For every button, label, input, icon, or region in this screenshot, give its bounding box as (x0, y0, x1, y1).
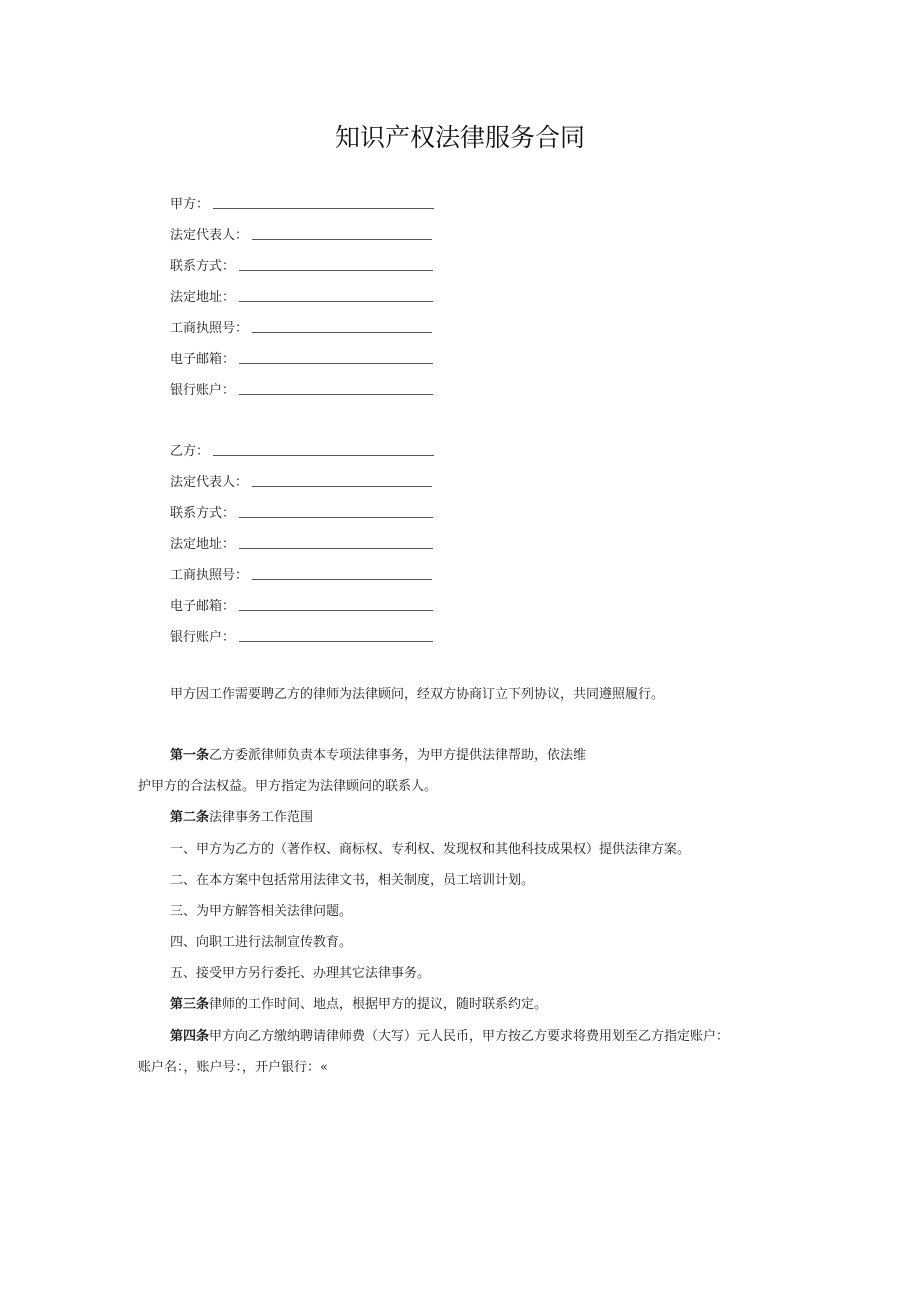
article-2-heading: 第二条 (170, 810, 210, 825)
article-1-line-2: 护甲方的合法权益。甲方指定为法律顾问的联系人。 (138, 779, 438, 794)
article-2-text: 法律事务工作范围 (209, 810, 314, 825)
field-label: 甲方： (170, 197, 210, 212)
party-b-address-row (170, 530, 433, 552)
blank-line (213, 455, 434, 456)
blank-line (213, 208, 434, 209)
article-3-text: 律师的工作时间、地点，根据甲方的提议，随时联系约定。 (209, 997, 548, 1012)
article-4-heading: 第四条 (170, 1029, 210, 1044)
party-b-bank-row (170, 623, 433, 645)
article-1-text: 乙方委派律师负责本专项法律事务，为甲方提供法律帮助，依法维 (209, 748, 587, 763)
party-b-legal-rep-row (170, 468, 432, 490)
field-label: 乙方： (170, 444, 210, 459)
party-a-contact-row (170, 252, 433, 274)
party-a-bank-row (170, 376, 433, 398)
article-2-item-1: 一、甲方为乙方的（著作权、商标权、专利权、发现权和其他科技成果权）提供法律方案。 (170, 842, 691, 857)
article-1-line-1 (170, 747, 586, 765)
article-4-line-2: 账户名：，账户号：，开户银行：« (138, 1060, 328, 1075)
article-2-item-4: 四、向职工进行法制宣传教育。 (170, 935, 353, 950)
field-label: 银行账户： (170, 630, 236, 645)
article-2-item-3: 三、为甲方解答相关法律问题。 (170, 904, 353, 919)
article-2-line (170, 809, 313, 827)
field-label: 法定代表人： (170, 475, 249, 490)
field-label: 法定地址： (170, 537, 236, 552)
field-label: 电子邮箱： (170, 599, 236, 614)
article-1-heading: 第一条 (170, 748, 210, 763)
party-b-contact-row (170, 499, 433, 521)
field-label: 工商执照号： (170, 321, 249, 336)
party-b-email-row (170, 592, 433, 614)
party-a-address-row (170, 283, 433, 305)
party-a-name-row (170, 190, 434, 212)
field-label: 法定代表人： (170, 228, 249, 243)
intro-paragraph: 甲方因工作需要聘乙方的律师为法律顾问，经双方协商订立下列协议，共同遵照履行。 (170, 687, 665, 702)
blank-line (252, 579, 432, 580)
field-label: 联系方式： (170, 259, 236, 274)
blank-line (252, 486, 432, 487)
field-label: 联系方式： (170, 506, 236, 521)
blank-line (239, 548, 433, 549)
article-3-heading: 第三条 (170, 997, 210, 1012)
field-label: 电子邮箱： (170, 352, 236, 367)
blank-line (239, 301, 433, 302)
blank-line (252, 239, 432, 240)
blank-line (239, 394, 433, 395)
article-2-item-5: 五、接受甲方另行委托、办理其它法律事务。 (170, 966, 431, 981)
document-title: 知识产权法律服务合同 (334, 123, 585, 152)
party-a-license-row (170, 314, 432, 336)
article-4-text: 甲方向乙方缴纳聘请律师费（大写）元人民币，甲方按乙方要求将费用划至乙方指定账户： (209, 1029, 730, 1044)
blank-line (239, 610, 433, 611)
blank-line (239, 641, 433, 642)
article-3-line (170, 996, 547, 1014)
party-b-license-row (170, 561, 432, 583)
blank-line (239, 517, 433, 518)
blank-line (252, 332, 432, 333)
article-2-item-2: 二、在本方案中包括常用法律文书，相关制度，员工培训计划。 (170, 873, 535, 888)
field-label: 工商执照号： (170, 568, 249, 583)
blank-line (239, 270, 433, 271)
field-label: 法定地址： (170, 290, 236, 305)
article-4-line-1 (170, 1028, 729, 1046)
field-label: 银行账户： (170, 383, 236, 398)
party-b-name-row (170, 437, 434, 459)
blank-line (239, 363, 433, 364)
party-a-legal-rep-row (170, 221, 432, 243)
party-a-email-row (170, 345, 433, 367)
